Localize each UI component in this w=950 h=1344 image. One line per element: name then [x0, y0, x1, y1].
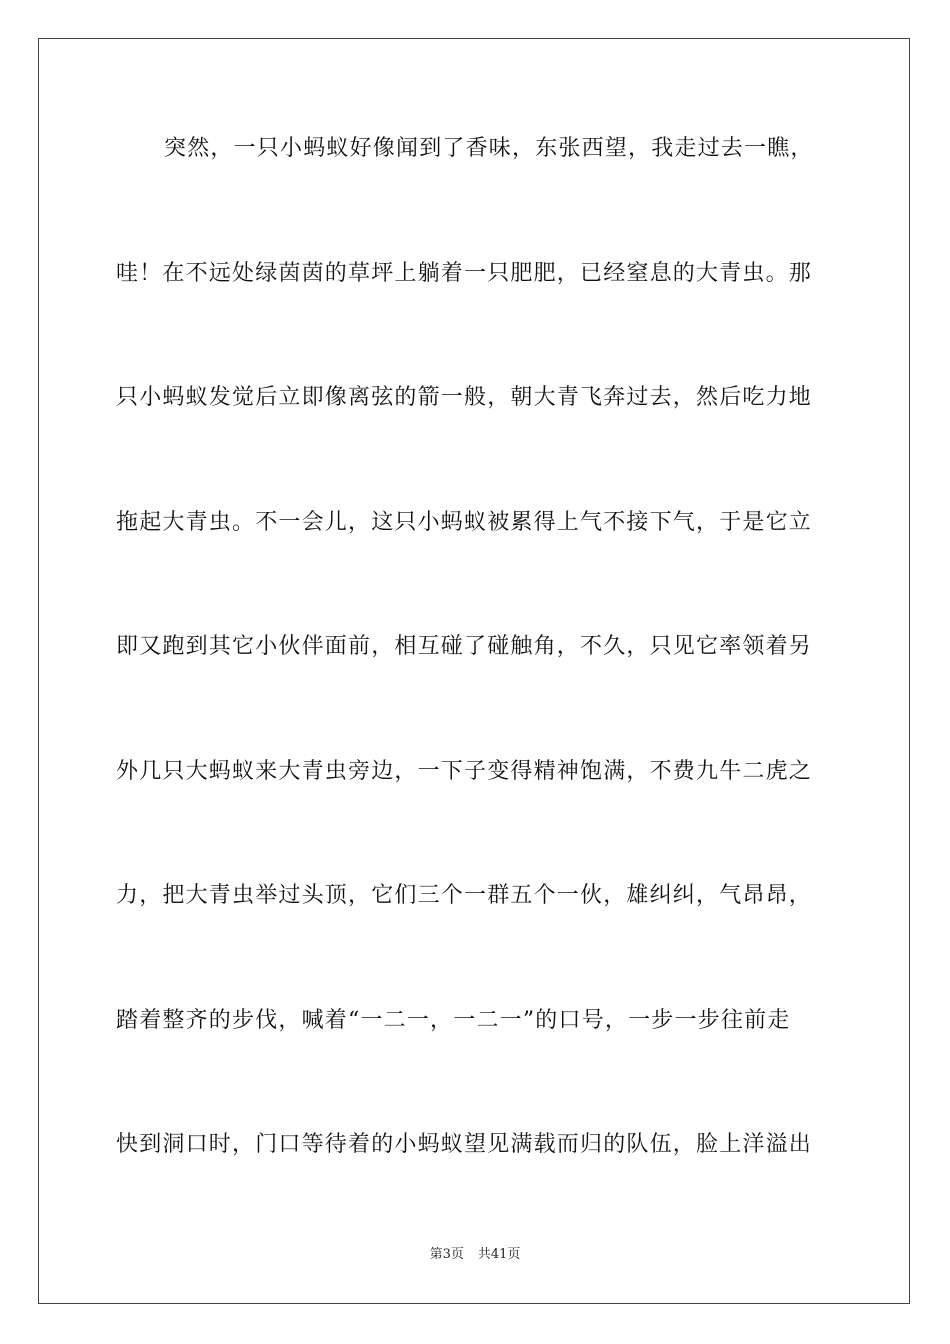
total-pages-label: 共41页 [477, 1247, 521, 1262]
page-number-label: 第3页 [429, 1247, 464, 1262]
paragraph-line-6: 外几只大蚂蚁来大青虫旁边，一下子变得精神饱满，不费九牛二虎之 [116, 759, 813, 784]
paragraph-line-7: 力，把大青虫举过头顶，它们三个一群五个一伙，雄纠纠，气昂昂， [116, 883, 813, 908]
page-footer [0, 1246, 950, 1264]
page-border [38, 38, 910, 1304]
paragraph-line-5: 即又跑到其它小伙伴面前，相互碰了碰触角，不久，只见它率领着另 [116, 634, 813, 659]
paragraph-line-9: 快到洞口时，门口等待着的小蚂蚁望见满载而归的队伍，脸上洋溢出 [116, 1132, 813, 1157]
paragraph-line-8: 踏着整齐的步伐，喊着“一二一，一二一”的口号，一步一步往前走 [116, 1008, 791, 1033]
paragraph-line-3: 只小蚂蚁发觉后立即像离弦的箭一般，朝大青飞奔过去，然后吃力地 [116, 385, 813, 410]
paragraph-line-4: 拖起大青虫。不一会儿，这只小蚂蚁被累得上气不接下气，于是它立 [116, 510, 813, 535]
paragraph-line-1: 突然，一只小蚂蚁好像闻到了香味，东张西望，我走过去一瞧， [164, 136, 814, 161]
paragraph-line-2: 哇！在不远处绿茵茵的草坪上躺着一只肥肥，已经窒息的大青虫。那 [116, 261, 813, 286]
